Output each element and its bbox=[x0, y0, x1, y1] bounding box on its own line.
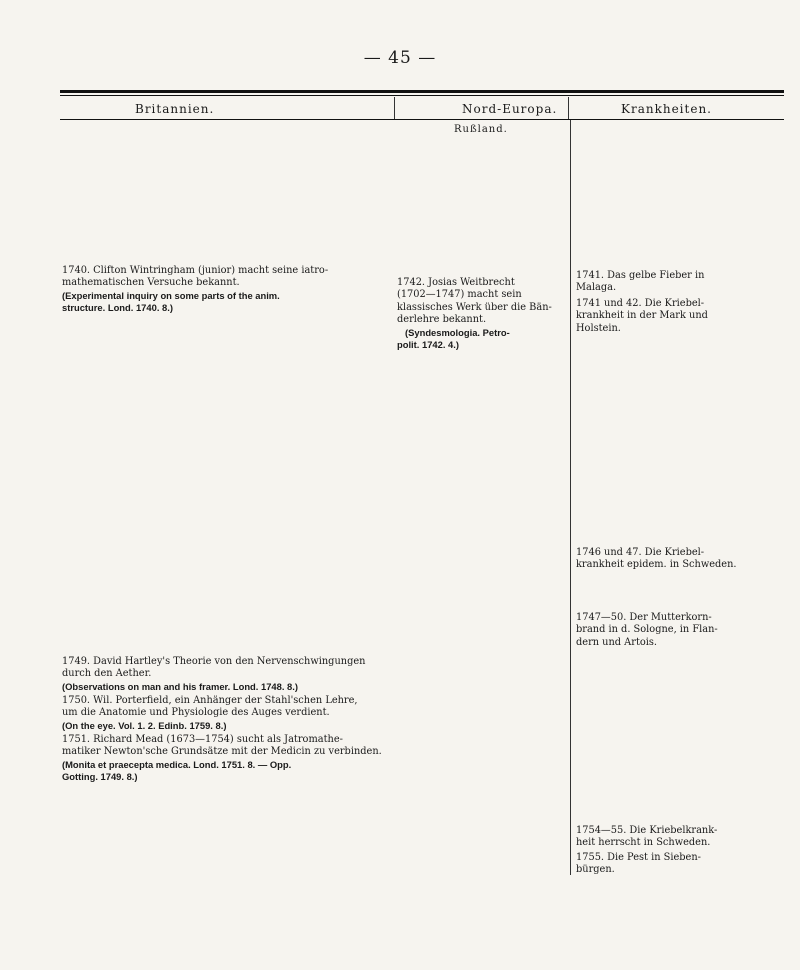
top-rule-thin bbox=[60, 95, 784, 96]
header-britannien: Britannien. bbox=[135, 102, 215, 116]
entry-1747 bbox=[576, 612, 786, 649]
entry-1740-line2: mathematischen Versuche bekannt. bbox=[62, 277, 240, 289]
entry-1746-line1: 1746 und 47. Die Kriebel- bbox=[576, 547, 705, 558]
entry-1742-weitbrecht bbox=[397, 277, 567, 351]
entry-1750 bbox=[62, 695, 392, 732]
column-divider-3 bbox=[570, 120, 571, 875]
entry-1754 bbox=[576, 825, 786, 877]
entry-1741-line1: 1741. Das gelbe Fieber in bbox=[576, 270, 705, 281]
entry-1740-line4: structure. Lond. 1740. 8.) bbox=[62, 302, 173, 314]
entry-1740-line1: 1740. Clifton Wintringham (junior) macht seine iatro- bbox=[62, 265, 329, 276]
weitbrecht-line6: polit. 1742. 4.) bbox=[397, 339, 459, 351]
header-krankheiten: Krankheiten. bbox=[621, 102, 712, 116]
entry-1740 bbox=[62, 265, 392, 315]
entry-1754-line1: 1754—55. Die Kriebelkrank- bbox=[576, 825, 718, 836]
entry-1750-line3: (On the eye. Vol. 1. 2. Edinb. 1759. 8.) bbox=[62, 719, 227, 731]
entry-1754-line2: heit herrscht in Schweden. bbox=[576, 837, 711, 849]
entry-1741-line5: Holstein. bbox=[576, 322, 621, 334]
entry-1741-line2: Malaga. bbox=[576, 282, 617, 294]
entry-1751-line3: (Monita et praecepta medica. Lond. 1751. 8. — Opp. bbox=[62, 758, 292, 770]
entry-1751 bbox=[62, 734, 392, 784]
entry-1740-line3: (Experimental inquiry on some parts of the anim. bbox=[62, 289, 280, 301]
entry-1749-line2: durch den Aether. bbox=[62, 668, 152, 680]
weitbrecht-line3: klassisches Werk über die Bän- bbox=[397, 301, 552, 313]
entry-1747-line3: dern und Artois. bbox=[576, 636, 658, 648]
entry-1749-line1: 1749. David Hartley's Theorie von den Nervenschwingungen bbox=[62, 656, 366, 667]
entry-1749-line3: (Observations on man and his framer. Lond. 1748. 8.) bbox=[62, 680, 298, 692]
entry-1750-line2: um die Anatomie und Physiologie des Auges verdient. bbox=[62, 707, 330, 719]
header-rule bbox=[60, 119, 784, 120]
column-divider-1 bbox=[394, 97, 395, 119]
entry-1747-line1: 1747—50. Der Mutterkorn- bbox=[576, 612, 712, 623]
weitbrecht-line5: (Syndesmologia. Petro- bbox=[405, 326, 510, 338]
weitbrecht-line2: (1702—1747) macht sein bbox=[397, 289, 522, 301]
page-number: — 45 — bbox=[363, 48, 437, 68]
entry-1751-line1: 1751. Richard Mead (1673—1754) sucht als Jatromathe- bbox=[62, 734, 343, 745]
entry-1751-line2: matiker Newton'sche Grundsätze mit der Medicin zu verbinden. bbox=[62, 746, 382, 758]
entry-1751-line4: Gotting. 1749. 8.) bbox=[62, 771, 138, 783]
entry-1749 bbox=[62, 656, 392, 693]
entry-1741-line3: 1741 und 42. Die Kriebel- bbox=[576, 297, 705, 309]
entry-1747-line2: brand in d. Sologne, in Flan- bbox=[576, 624, 718, 636]
column-divider-2 bbox=[568, 97, 569, 119]
weitbrecht-line4: derlehre bekannt. bbox=[397, 314, 487, 326]
weitbrecht-line1: 1742. Josias Weitbrecht bbox=[397, 277, 515, 288]
entry-1755-line2: bürgen. bbox=[576, 864, 615, 876]
header-nord-europa: Nord-Europa. bbox=[462, 102, 558, 116]
top-rule-thick bbox=[60, 90, 784, 93]
entry-1746 bbox=[576, 547, 786, 572]
entry-1755-line1: 1755. Die Pest in Sieben- bbox=[576, 851, 701, 863]
subheader-russland: Rußland. bbox=[454, 124, 508, 135]
entry-1746-line2: krankheit epidem. in Schweden. bbox=[576, 559, 737, 571]
entry-1741-line4: krankheit in der Mark und bbox=[576, 310, 708, 322]
entry-1750-line1: 1750. Wil. Porterfield, ein Anhänger der Stahl'schen Lehre, bbox=[62, 695, 358, 706]
entry-1741 bbox=[576, 270, 786, 335]
